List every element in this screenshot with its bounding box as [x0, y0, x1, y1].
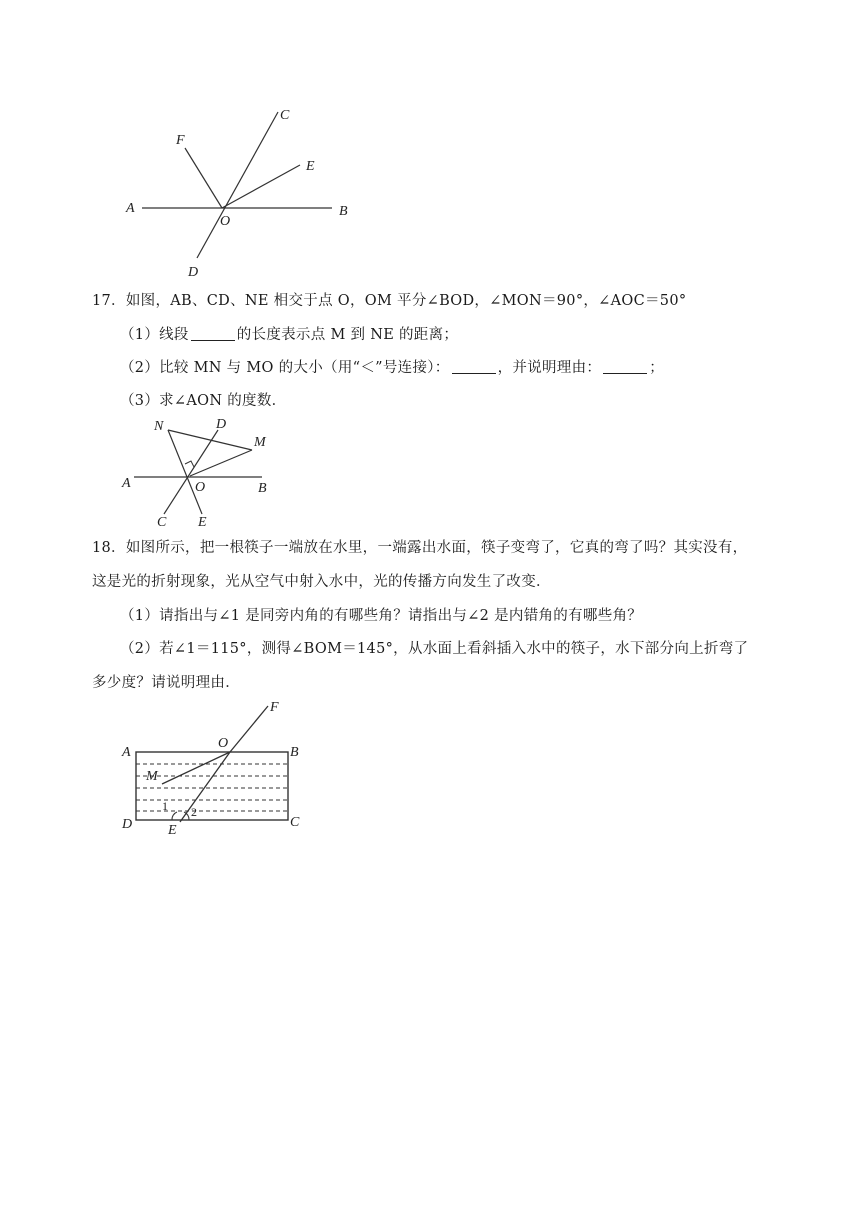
- line-cd: [164, 430, 218, 514]
- figure-chopstick-in-water: [118, 698, 306, 838]
- q17-part3: [120, 391, 286, 411]
- q17-part2-mid: ，并说明理由：: [497, 360, 602, 376]
- q18-stem-text-1: 如图所示，把一根筷子一端放在水里，一端露出水面，筷子变弯了，它真的弯了吗？其实没有，: [125, 540, 748, 556]
- q18-part2-line1: [120, 639, 748, 659]
- angle-arc-1: [172, 812, 177, 820]
- label-b: B: [258, 481, 267, 496]
- label-d: D: [216, 417, 227, 432]
- q18-number: 18．: [92, 540, 126, 556]
- label-b: B: [290, 745, 299, 760]
- label-o: O: [195, 480, 206, 495]
- label-c: C: [290, 815, 300, 830]
- label-angle-2: 2: [191, 805, 197, 819]
- q18-part2-text-1: （2）若∠1＝115°，测得∠BOM＝145°，从水面上看斜插入水中的筷子，水下部分向上折弯了: [120, 641, 749, 657]
- ray-oe: [222, 165, 300, 208]
- label-c: C: [157, 515, 167, 530]
- q17-part2-before: （2）比较 MN 与 MO 的大小（用“＜”号连接）：: [120, 360, 450, 376]
- label-n: N: [154, 419, 164, 434]
- line-ne: [168, 430, 202, 514]
- label-m: M: [146, 769, 158, 784]
- label-a: A: [122, 745, 131, 760]
- water-container: [136, 752, 288, 820]
- label-a: A: [122, 476, 131, 491]
- segment-nm: [168, 430, 252, 450]
- q17-part1-before: （1）线段: [120, 327, 189, 343]
- right-angle-mark: [185, 461, 194, 467]
- label-b: B: [339, 204, 348, 219]
- q17-part2: [120, 358, 664, 378]
- q17-stem: [92, 291, 686, 311]
- q17-part3-text: （3）求∠AON 的度数．: [120, 393, 287, 409]
- ray-of: [185, 148, 222, 208]
- q18-part1-text: （1）请指出与∠1 是同旁内角的有哪些角？请指出与∠2 是内错角的有哪些角？: [120, 608, 643, 624]
- answer-blank[interactable]: [191, 326, 235, 341]
- q17-stem-text: 如图，AB、CD、NE 相交于点 O，OM 平分∠BOD，∠MON＝90°，∠AOC＝50°: [125, 293, 687, 309]
- label-c: C: [280, 108, 290, 123]
- line-cd: [197, 112, 278, 258]
- q18-stem-line2: [92, 572, 551, 592]
- label-d: D: [188, 265, 199, 280]
- q18-stem-line1: [92, 538, 747, 558]
- label-o: O: [218, 736, 229, 751]
- figure-mon-right-angle: [118, 414, 274, 532]
- q17-part1-after: 的长度表示点 M 到 NE 的距离；: [236, 327, 459, 343]
- q17-number: 17．: [92, 293, 126, 309]
- segment-om: [190, 450, 252, 476]
- q18-stem-text-2: 这是光的折射现象，光从空气中射入水中，光的传播方向发生了改变．: [92, 574, 551, 590]
- label-m: M: [254, 435, 266, 450]
- label-e: E: [306, 159, 315, 174]
- chopstick-under-water: [162, 752, 230, 784]
- q17-part1: [120, 325, 458, 345]
- label-e: E: [168, 823, 177, 838]
- chopstick-above-water: [230, 706, 268, 752]
- label-f: F: [270, 700, 279, 715]
- q18-part2-line2: [92, 673, 240, 693]
- q17-part2-after: ；: [649, 360, 665, 376]
- figure-lines-through-o: [122, 100, 354, 282]
- label-e: E: [198, 515, 207, 530]
- q18-part1: [120, 606, 642, 626]
- label-d: D: [122, 817, 133, 832]
- label-f: F: [176, 133, 185, 148]
- label-a: A: [126, 201, 135, 216]
- label-angle-1: 1: [162, 799, 168, 813]
- q18-part2-text-2: 多少度？请说明理由．: [92, 675, 240, 691]
- label-o: O: [220, 214, 231, 229]
- answer-blank[interactable]: [603, 359, 647, 374]
- answer-blank[interactable]: [452, 359, 496, 374]
